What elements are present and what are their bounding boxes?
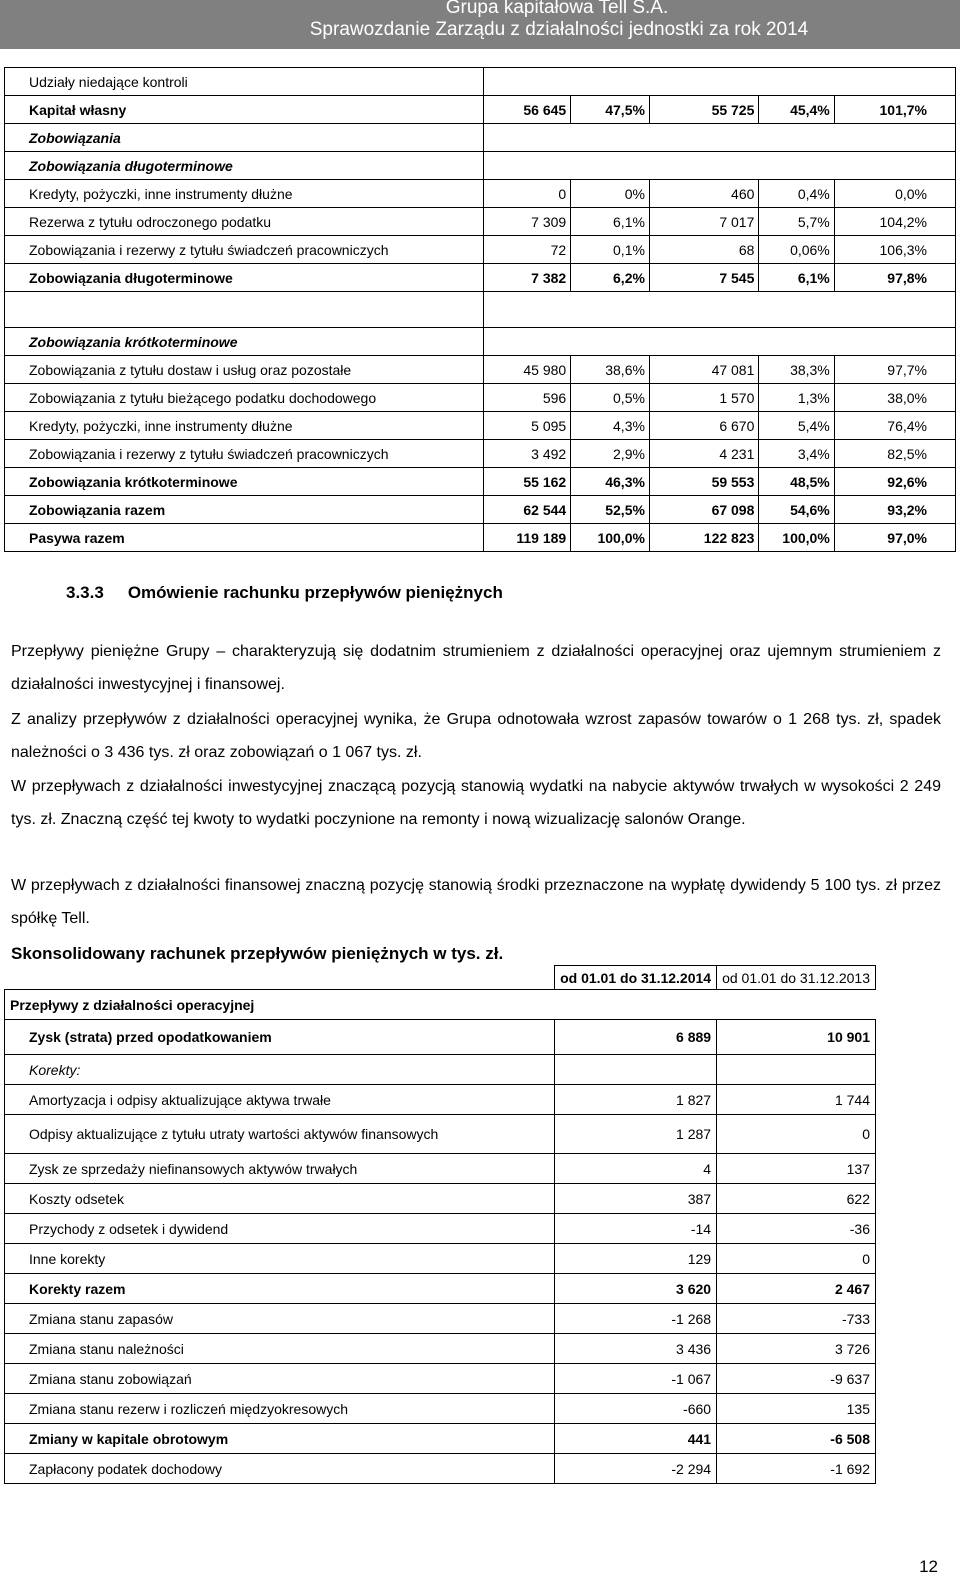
cell-value: 92,6%: [834, 468, 955, 496]
table-row: [5, 264, 956, 292]
table-row: [5, 1020, 876, 1055]
cell-value: 122 823: [649, 524, 758, 552]
cell-value: 46,3%: [571, 468, 650, 496]
row-label: Inne korekty: [5, 1244, 555, 1274]
cell-value: 59 553: [649, 468, 758, 496]
table-row: [5, 412, 956, 440]
table-row: [5, 1394, 876, 1424]
cell-value: 38,0%: [834, 384, 955, 412]
section-heading: [66, 583, 503, 603]
cell-value: 3 436: [555, 1334, 717, 1364]
cell-value: -1 692: [717, 1454, 876, 1484]
cell-value: 3 492: [483, 440, 571, 468]
row-label: Zysk ze sprzedaży niefinansowych aktywów trwałych: [5, 1154, 555, 1184]
table-row: [5, 1154, 876, 1184]
header-company: Grupa kapitałowa Tell S.A.: [445, 0, 669, 18]
row-label: Kapitał własny: [5, 96, 484, 124]
row-label: Zobowiązania krótkoterminowe: [5, 328, 484, 356]
cell-value: 100,0%: [571, 524, 650, 552]
cell-value: 6,2%: [571, 264, 650, 292]
cashflow-table-title: Skonsolidowany rachunek przepływów pieniężnych w tys. zł.: [11, 944, 504, 963]
cell-value: 3 620: [555, 1274, 717, 1304]
cell-value: 7 017: [649, 208, 758, 236]
row-label: Zmiana stanu zobowiązań: [5, 1364, 555, 1394]
cell-value: 1 827: [555, 1085, 717, 1115]
table-row: [5, 1364, 876, 1394]
row-label: Korekty:: [5, 1055, 555, 1085]
cell-value: 100,0%: [759, 524, 834, 552]
row-label: Zobowiązania i rezerwy z tytułu świadczeń pracowniczych: [5, 440, 484, 468]
cell-value: 56 645: [483, 96, 571, 124]
row-label: Rezerwa z tytułu odroczonego podatku: [5, 208, 484, 236]
cashflow-section-label: Przepływy z działalności operacyjnej: [5, 990, 555, 1020]
cell-value: 101,7%: [834, 96, 955, 124]
cell-value: 0,1%: [571, 236, 650, 264]
cell-value: 38,3%: [759, 356, 834, 384]
row-label: Zysk (strata) przed opodatkowaniem: [5, 1020, 555, 1055]
cell-value: 0: [717, 1115, 876, 1154]
cell-value: -14: [555, 1214, 717, 1244]
cell-value: [555, 1055, 717, 1085]
table-row: [5, 1184, 876, 1214]
cell-value: 5 095: [483, 412, 571, 440]
row-label: Koszty odsetek: [5, 1184, 555, 1214]
table-row: [5, 384, 956, 412]
cell-value: -733: [717, 1304, 876, 1334]
table-row: [5, 124, 956, 152]
cell-value: 441: [555, 1424, 717, 1454]
paragraph: Przepływy pieniężne Grupy – charakteryzują się dodatnim strumieniem z działalności operacyjnej oraz ujemnym strumieniem z działalności inwestycyjnej i finansowej.: [11, 643, 941, 693]
table-row: [5, 1334, 876, 1364]
cell-value: 45,4%: [759, 96, 834, 124]
cell-value: 106,3%: [834, 236, 955, 264]
row-label: Zmiana stanu należności: [5, 1334, 555, 1364]
table-row: [5, 180, 956, 208]
paragraph: W przepływach z działalności inwestycyjnej znaczącą pozycją stanowią wydatki na nabycie aktywów trwałych w wysokości 2 249 tys. zł. Znaczną część tej kwoty to wydatki poczynione na remonty i nową wizualizację salonów Orange.: [11, 778, 941, 828]
section-number: 3.3.3: [66, 583, 104, 602]
row-label: Zobowiązania z tytułu bieżącego podatku dochodowego: [5, 384, 484, 412]
table-row: [5, 1115, 876, 1154]
cell-value: 45 980: [483, 356, 571, 384]
table-row: [5, 1454, 876, 1484]
cell-value: 62 544: [483, 496, 571, 524]
cell-value: 6,1%: [571, 208, 650, 236]
cell-value: 10 901: [717, 1020, 876, 1055]
cell-value: 4,3%: [571, 412, 650, 440]
paragraph: Z analizy przepływów z działalności operacyjnej wynika, że Grupa odnotowała wzrost zapasów towarów o 1 268 tys. zł, spadek należności o 3 436 tys. zł oraz zobowiązań o 1 067 tys. zł.: [11, 711, 941, 761]
table-row: [5, 496, 956, 524]
cell-value: -1 067: [555, 1364, 717, 1394]
balance-sheet-table: [4, 67, 956, 552]
cell-value: -9 637: [717, 1364, 876, 1394]
row-label: Zobowiązania długoterminowe: [5, 264, 484, 292]
cell-value: 97,0%: [834, 524, 955, 552]
cell-value: 0,0%: [834, 180, 955, 208]
cell-value: 3,4%: [759, 440, 834, 468]
cell-value: 72: [483, 236, 571, 264]
cell-value: 2,9%: [571, 440, 650, 468]
cell-value: 135: [717, 1394, 876, 1424]
cell-value: 6 670: [649, 412, 758, 440]
cell-value: 68: [649, 236, 758, 264]
cell-value: 52,5%: [571, 496, 650, 524]
cell-value: 129: [555, 1244, 717, 1274]
cell-value: 38,6%: [571, 356, 650, 384]
cell-value: 67 098: [649, 496, 758, 524]
row-label: Amortyzacja i odpisy aktualizujące aktywa trwałe: [5, 1085, 555, 1115]
cell-value: 3 726: [717, 1334, 876, 1364]
cell-value: -2 294: [555, 1454, 717, 1484]
row-label: Zmiana stanu zapasów: [5, 1304, 555, 1334]
cell-value: 47,5%: [571, 96, 650, 124]
table-row: [5, 1214, 876, 1244]
cell-value: [717, 1055, 876, 1085]
row-label: Zobowiązania i rezerwy z tytułu świadczeń pracowniczych: [5, 236, 484, 264]
table-row: [5, 440, 956, 468]
cell-value: 460: [649, 180, 758, 208]
row-label: Zmiany w kapitale obrotowym: [5, 1424, 555, 1454]
cell-value: 0,06%: [759, 236, 834, 264]
table-row: [5, 208, 956, 236]
table-row: [5, 328, 956, 356]
cell-value: -36: [717, 1214, 876, 1244]
cell-value: -660: [555, 1394, 717, 1424]
row-label: Pasywa razem: [5, 524, 484, 552]
table-row: [5, 96, 956, 124]
cell-value: 54,6%: [759, 496, 834, 524]
cell-value: 48,5%: [759, 468, 834, 496]
cell-value: 0%: [571, 180, 650, 208]
table-row: [5, 292, 956, 328]
section-title: Omówienie rachunku przepływów pieniężnych: [127, 583, 503, 602]
row-label: Przychody z odsetek i dywidend: [5, 1214, 555, 1244]
cell-value: 93,2%: [834, 496, 955, 524]
row-label: Odpisy aktualizujące z tytułu utraty wartości aktywów finansowych: [5, 1115, 555, 1154]
table-row: [5, 356, 956, 384]
cell-value: 4: [555, 1154, 717, 1184]
row-label: Zapłacony podatek dochodowy: [5, 1454, 555, 1484]
cell-value: 55 725: [649, 96, 758, 124]
table-row: [5, 236, 956, 264]
cell-value: 6 889: [555, 1020, 717, 1055]
table-row: [5, 1244, 876, 1274]
cell-value: -1 268: [555, 1304, 717, 1334]
cell-value: 137: [717, 1154, 876, 1184]
cell-value: 1,3%: [759, 384, 834, 412]
header-report-title: Sprawozdanie Zarządu z działalności jednostki za rok 2014: [309, 19, 809, 40]
cell-value: 1 744: [717, 1085, 876, 1115]
paragraph: W przepływach z działalności finansowej znaczną pozycję stanowią środki przeznaczone na wypłatę dywidendy 5 100 tys. zł przez spółkę Tell.: [11, 877, 941, 927]
row-label: Udziały niedające kontroli: [5, 68, 484, 96]
cell-value: 6,1%: [759, 264, 834, 292]
cell-value: 4 231: [649, 440, 758, 468]
cell-value: 7 382: [483, 264, 571, 292]
cell-value: 47 081: [649, 356, 758, 384]
row-label: Zobowiązania długoterminowe: [5, 152, 484, 180]
row-label: Zmiana stanu rezerw i rozliczeń międzyokresowych: [5, 1394, 555, 1424]
table-row: [5, 152, 956, 180]
row-label: Kredyty, pożyczki, inne instrumenty dłużne: [5, 412, 484, 440]
cell-value: 0,4%: [759, 180, 834, 208]
table-row: [5, 1085, 876, 1115]
cell-value: 5,7%: [759, 208, 834, 236]
cell-value: 0: [483, 180, 571, 208]
cell-value: 1 287: [555, 1115, 717, 1154]
row-label: Zobowiązania razem: [5, 496, 484, 524]
cell-value: 7 309: [483, 208, 571, 236]
cell-value: -6 508: [717, 1424, 876, 1454]
cell-value: 97,7%: [834, 356, 955, 384]
cashflow-table: [4, 965, 876, 1484]
cell-value: 0: [717, 1244, 876, 1274]
cell-value: 119 189: [483, 524, 571, 552]
row-label: Zobowiązania krótkoterminowe: [5, 468, 484, 496]
table-row: [5, 68, 956, 96]
row-label: Kredyty, pożyczki, inne instrumenty dłużne: [5, 180, 484, 208]
cell-value: 2 467: [717, 1274, 876, 1304]
row-label: [5, 292, 484, 328]
table-row: [5, 1304, 876, 1334]
cell-value: 7 545: [649, 264, 758, 292]
cell-value: 82,5%: [834, 440, 955, 468]
cell-value: 0,5%: [571, 384, 650, 412]
page-header: [0, 0, 960, 49]
column-header-2013: od 01.01 do 31.12.2013: [717, 966, 876, 990]
cell-value: 97,8%: [834, 264, 955, 292]
cell-value: 387: [555, 1184, 717, 1214]
table-row: [5, 1274, 876, 1304]
table-row: [5, 1424, 876, 1454]
cell-value: 55 162: [483, 468, 571, 496]
table-row: [5, 524, 956, 552]
cell-value: 1 570: [649, 384, 758, 412]
row-label: Zobowiązania: [5, 124, 484, 152]
table-row: [5, 468, 956, 496]
cell-value: 596: [483, 384, 571, 412]
column-header-2014: od 01.01 do 31.12.2014: [555, 966, 717, 990]
cell-value: 76,4%: [834, 412, 955, 440]
cell-value: 622: [717, 1184, 876, 1214]
page-number: 12: [919, 1557, 938, 1576]
row-label: Zobowiązania z tytułu dostaw i usług oraz pozostałe: [5, 356, 484, 384]
cell-value: 104,2%: [834, 208, 955, 236]
cell-value: 5,4%: [759, 412, 834, 440]
table-row: [5, 1055, 876, 1085]
row-label: Korekty razem: [5, 1274, 555, 1304]
